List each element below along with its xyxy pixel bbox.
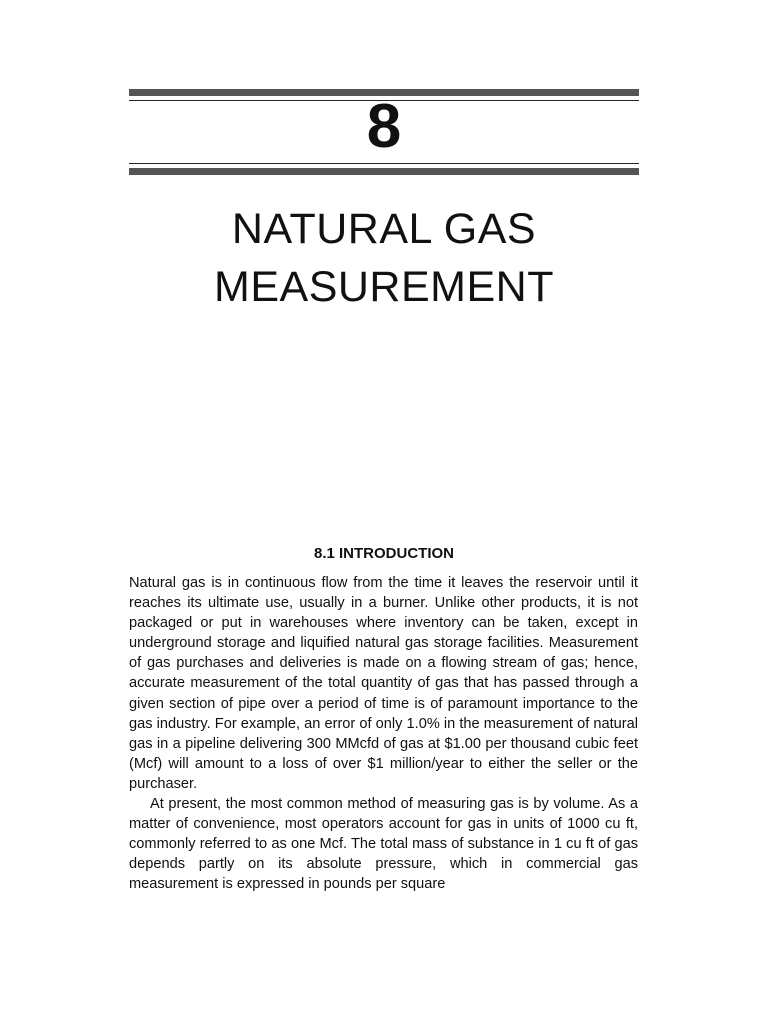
bottom-rule-thick — [129, 168, 639, 175]
section-heading: 8.1 INTRODUCTION — [313, 545, 454, 562]
paragraph-1: Natural gas is in continuous flow from the time it leaves the reservoir until it reaches its ultimate use, usually in a burner. Unlike other products, it is not packaged or put in warehouses where inventory can be taken, except in underground storage and liquified natural gas storage facilities. Measurement of gas purchases and deliveries is made on a flowing stream of gas; hence, accurate measurement of the total quantity of gas that has passed through a given section of pipe over a period of time is of paramount importance to the gas industry. For example, an error of only 1.0% in the measurement of natural gas in a pipeline delivering 300 MMcfd of gas at $1.00 per thousand cubic feet (Mcf) will amount to a loss of over $1 million/year to either the seller or the purchaser. — [129, 575, 638, 792]
bottom-rule-thin — [129, 163, 639, 164]
chapter-title-line-1: NATURAL GAS — [231, 205, 537, 253]
chapter-number: 8 — [366, 92, 402, 161]
chapter-title-line-2: MEASUREMENT — [214, 263, 554, 311]
paragraph-2: At present, the most common method of measuring gas is by volume. As a matter of convenience, most operators account for gas in units of 1000 cu ft, commonly referred to as one Mcf. The total mass of substance in 1 cu ft of gas depends partly on its absolute pressure, which in commercial gas measurement is expressed in pounds per square — [129, 796, 638, 893]
chapter-title — [0, 200, 768, 316]
body-text — [129, 573, 638, 895]
